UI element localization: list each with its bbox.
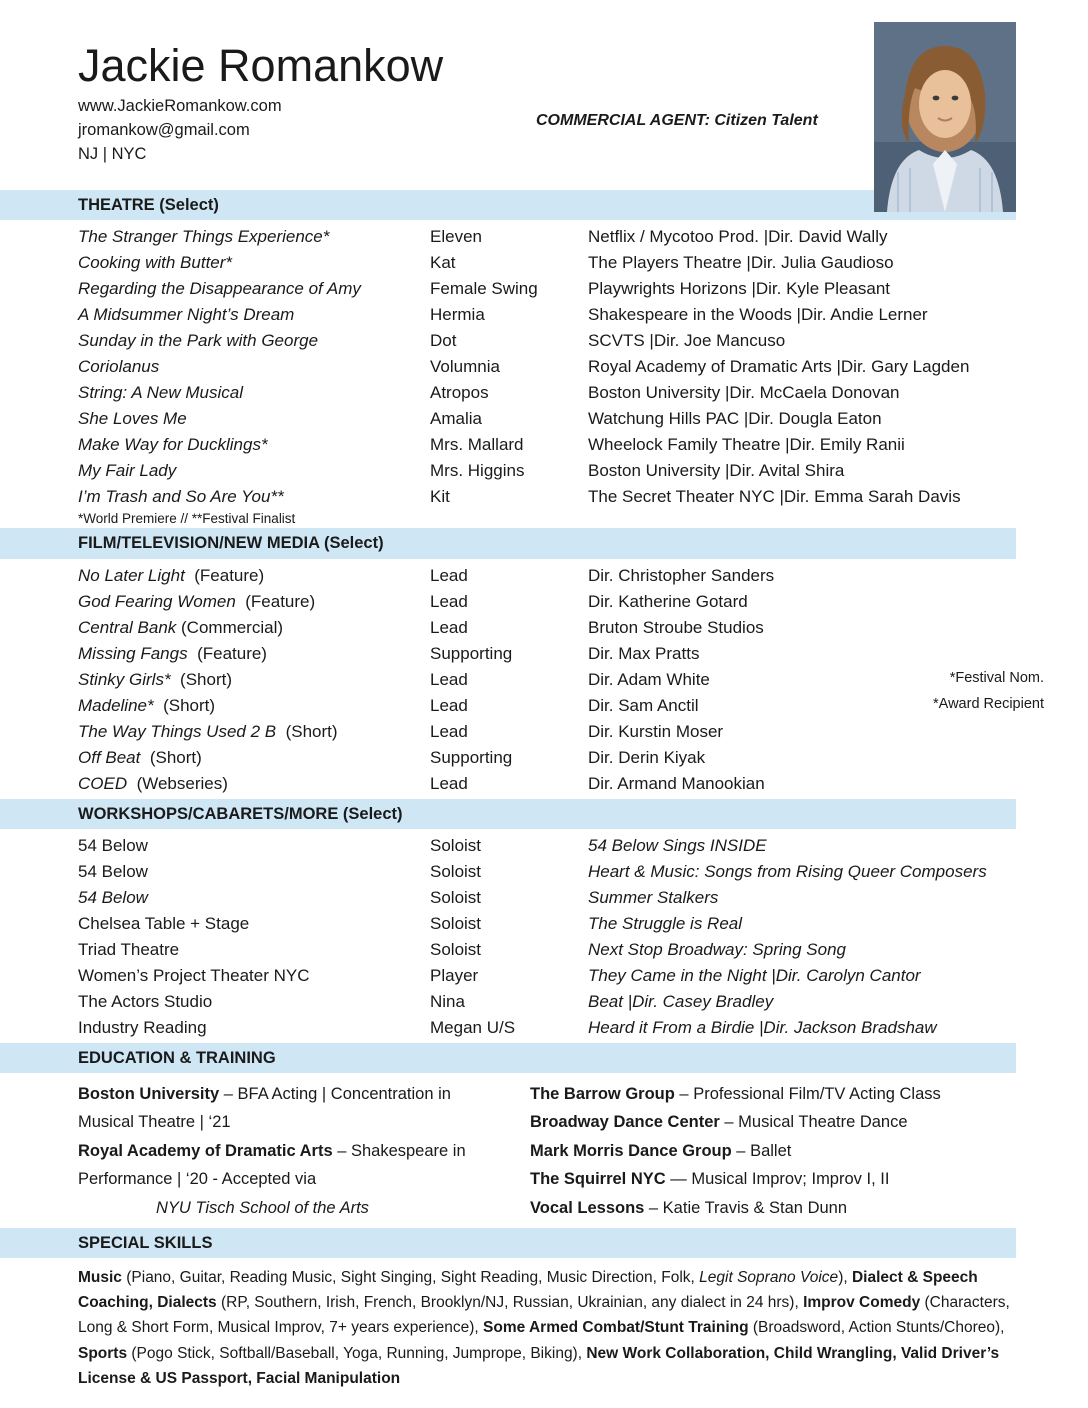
credit-qualifier: (Short) (149, 747, 202, 767)
show-title: Beat |Dir. Casey Bradley (588, 991, 774, 1011)
credit-role: Lead (430, 773, 468, 793)
credit-title: String: A New Musical (78, 383, 244, 403)
show-title: The Struggle is Real (588, 913, 743, 933)
table-row (78, 563, 1016, 589)
table-row (78, 250, 1016, 276)
credit-company: The Players Theatre |Dir. Julia Gaudioso (588, 253, 894, 273)
credit-qualifier: (Feature) (194, 565, 265, 585)
credit-company: Dir. Sam Anctil (588, 695, 699, 715)
credit-role: Volumnia (430, 357, 500, 377)
education-institution: The Squirrel NYC (530, 1170, 666, 1189)
education-right-column (530, 1080, 1016, 1222)
education-institution: Royal Academy of Dramatic Arts (78, 1141, 333, 1160)
credit-title: Make Way for Ducklings* (78, 435, 268, 455)
education-columns (0, 1073, 1088, 1228)
education-institution: Vocal Lessons (530, 1198, 645, 1217)
credit-qualifier: (Feature) (197, 643, 267, 663)
credit-role: Mrs. Mallard (430, 435, 524, 455)
table-row (78, 406, 1016, 432)
table-row (78, 276, 1016, 302)
credit-role: Soloist (430, 861, 482, 881)
credit-title: Stinky Girls* (78, 669, 171, 689)
credit-company: Watchung Hills PAC |Dir. Dougla Eaton (588, 409, 882, 429)
credit-company: Boston University |Dir. Avital Shira (588, 461, 845, 481)
venue: Chelsea Table + Stage (78, 913, 250, 933)
credit-role: Lead (430, 669, 468, 689)
credit-company: Wheelock Family Theatre |Dir. Emily Ranii (588, 435, 905, 455)
section-skills (0, 1228, 1088, 1391)
credit-title: Off Beat (78, 747, 141, 767)
credit-company: Boston University |Dir. McCaela Donovan (588, 383, 900, 403)
education-detail: NYU Tisch School of the Arts (156, 1198, 369, 1217)
credit-company: SCVTS |Dir. Joe Mancuso (588, 331, 786, 351)
education-line (530, 1080, 1016, 1108)
education-detail: Performance | ‘20 - Accepted via (78, 1170, 317, 1189)
table-row (78, 380, 1016, 406)
section-education (0, 1043, 1088, 1228)
credit-role: Eleven (430, 227, 482, 247)
credit-company: Dir. Kurstin Moser (588, 721, 724, 741)
education-detail: – Ballet (731, 1141, 792, 1160)
section-title-education: EDUCATION & TRAINING (0, 1043, 1016, 1073)
credit-note: *Award Recipient (933, 695, 1044, 712)
show-title: Heard it From a Birdie |Dir. Jackson Bradshaw (588, 1017, 937, 1037)
table-row (78, 589, 1016, 615)
venue: Industry Reading (78, 1017, 207, 1037)
credit-role: Mrs. Higgins (430, 461, 525, 481)
credit-company: Shakespeare in the Woods |Dir. Andie Lerner (588, 305, 928, 325)
credit-role: Soloist (430, 913, 482, 933)
credit-title: COED (78, 773, 128, 793)
education-institution: Broadway Dance Center (530, 1113, 720, 1132)
education-detail: — Musical Improv; Improv I, II (665, 1170, 890, 1189)
table-row (78, 745, 1016, 771)
table-row (78, 963, 1016, 989)
resume-header (0, 0, 1088, 190)
credit-title: Madeline* (78, 695, 154, 715)
table-row (78, 833, 1016, 859)
education-detail: Musical Theatre | ‘21 (78, 1113, 231, 1132)
section-title-film: FILM/TELEVISION/NEW MEDIA (Select) (0, 528, 1016, 558)
section-film (0, 528, 1088, 798)
credit-company: Royal Academy of Dramatic Arts |Dir. Gary Lagden (588, 357, 970, 377)
table-row (78, 667, 1044, 693)
credit-title: The Way Things Used 2 B (78, 721, 277, 741)
credit-role: Soloist (430, 939, 482, 959)
credit-company: Playwrights Horizons |Dir. Kyle Pleasant (588, 279, 891, 299)
credit-title: Missing Fangs (78, 643, 188, 663)
education-detail: – Musical Theatre Dance (719, 1113, 908, 1132)
education-detail: – Katie Travis & Stan Dunn (644, 1198, 848, 1217)
table-row (78, 719, 1016, 745)
film-rows (0, 559, 1088, 799)
education-detail: – Professional Film/TV Acting Class (674, 1085, 941, 1104)
credit-role: Hermia (430, 305, 485, 325)
credit-title: God Fearing Women (78, 591, 236, 611)
education-institution: The Barrow Group (530, 1085, 675, 1104)
section-workshops (0, 799, 1088, 1043)
credit-role: Soloist (430, 835, 482, 855)
venue: 54 Below (78, 887, 148, 907)
credit-qualifier: (Short) (163, 695, 216, 715)
credit-role: Kit (430, 487, 450, 507)
section-title-skills: SPECIAL SKILLS (0, 1228, 1016, 1258)
education-line (78, 1194, 530, 1222)
education-line (530, 1194, 1016, 1222)
section-title-workshops: WORKSHOPS/CABARETS/MORE (Select) (0, 799, 1016, 829)
contact-website: www.JackieRomankow.com (78, 97, 282, 116)
credit-role: Supporting (430, 643, 513, 663)
contact-email: jromankow@gmail.com (78, 121, 250, 140)
credit-role: Kat (430, 253, 456, 273)
table-row (78, 693, 1044, 719)
education-detail: – BFA Acting | Concentration in (219, 1085, 451, 1104)
credit-role: Soloist (430, 887, 482, 907)
venue: 54 Below (78, 835, 148, 855)
credit-title: The Stranger Things Experience* (78, 227, 330, 247)
credit-qualifier: (Webseries) (136, 773, 228, 793)
headshot-photo (874, 22, 1016, 212)
credit-role: Lead (430, 565, 468, 585)
education-line (530, 1108, 1016, 1136)
table-row (78, 771, 1016, 797)
table-row (78, 937, 1016, 963)
table-row (78, 615, 1016, 641)
credit-company: Dir. Derin Kiyak (588, 747, 706, 767)
education-line (78, 1165, 530, 1193)
credit-role: Lead (430, 721, 468, 741)
table-row (78, 1015, 1016, 1041)
credit-role: Amalia (430, 409, 482, 429)
venue: Women’s Project Theater NYC (78, 965, 310, 985)
credit-note: *Festival Nom. (949, 669, 1044, 686)
venue: The Actors Studio (78, 991, 213, 1011)
credit-title: Regarding the Disappearance of Amy (78, 279, 361, 299)
table-row (78, 328, 1016, 354)
credit-company: Dir. Christopher Sanders (588, 565, 775, 585)
credit-title: Cooking with Butter* (78, 253, 233, 273)
show-title: 54 Below Sings INSIDE (588, 835, 767, 855)
agent-line: COMMERCIAL AGENT: Citizen Talent (536, 112, 818, 129)
credit-title: Central Bank (78, 617, 177, 637)
table-row (78, 641, 1016, 667)
contact-location: NJ | NYC (78, 145, 147, 164)
venue: 54 Below (78, 861, 148, 881)
education-line (78, 1080, 530, 1108)
education-line (530, 1137, 1016, 1165)
credit-qualifier: (Short) (285, 721, 338, 741)
credit-company: Dir. Katherine Gotard (588, 591, 748, 611)
credit-title: I’m Trash and So Are You** (78, 487, 284, 507)
show-title: Next Stop Broadway: Spring Song (588, 939, 846, 959)
theatre-rows (0, 220, 1088, 528)
credit-company: Dir. Max Pratts (588, 643, 700, 663)
credit-role: Nina (430, 991, 465, 1011)
table-row (78, 302, 1016, 328)
show-title: Summer Stalkers (588, 887, 719, 907)
education-institution: Mark Morris Dance Group (530, 1141, 732, 1160)
credit-title: She Loves Me (78, 409, 187, 429)
credit-company: Netflix / Mycotoo Prod. |Dir. David Wally (588, 227, 888, 247)
table-row (78, 989, 1016, 1015)
credit-title: A Midsummer Night’s Dream (78, 305, 295, 325)
show-title: They Came in the Night |Dir. Carolyn Cantor (588, 965, 921, 985)
credit-role: Dot (430, 331, 457, 351)
credit-role: Supporting (430, 747, 513, 767)
credit-qualifier: (Commercial) (181, 617, 284, 637)
credit-qualifier: (Short) (180, 669, 232, 689)
credit-company: The Secret Theater NYC |Dir. Emma Sarah Davis (588, 487, 961, 507)
table-row (78, 432, 1016, 458)
section-title-theatre: THEATRE (Select) (0, 190, 1016, 220)
credit-role: Lead (430, 591, 468, 611)
education-line (78, 1108, 530, 1136)
credit-role: Player (430, 965, 479, 985)
credit-company: Bruton Stroube Studios (588, 617, 764, 637)
credit-role: Atropos (430, 383, 489, 403)
credit-title: Coriolanus (78, 357, 160, 377)
credit-title: Sunday in the Park with George (78, 331, 319, 351)
education-line (78, 1137, 530, 1165)
education-line (530, 1165, 1016, 1193)
table-row (78, 224, 1016, 250)
education-left-column (78, 1080, 530, 1222)
credit-role: Lead (430, 695, 468, 715)
credit-qualifier: (Feature) (245, 591, 316, 611)
credit-role: Megan U/S (430, 1017, 516, 1037)
credit-title: My Fair Lady (78, 461, 177, 481)
credit-title: No Later Light (78, 565, 185, 585)
credit-role: Lead (430, 617, 468, 637)
credit-company: Dir. Adam White (588, 669, 710, 689)
page-title: Jackie Romankow (78, 40, 444, 91)
education-detail: – Shakespeare in (332, 1141, 466, 1160)
show-title: Heart & Music: Songs from Rising Queer Composers (588, 861, 987, 881)
venue: Triad Theatre (78, 939, 180, 959)
education-institution: Boston University (78, 1085, 220, 1104)
skills-body: Music (Piano, Guitar, Reading Music, Sight Singing, Sight Reading, Music Direction, Folk, Legit Soprano Voice), Dialect & Speech Coaching, Dialects (RP, Southern, Irish, French, Brooklyn/NJ, Russian, Ukrainian, any dialect in 24 hrs), Improv Comedy (Characters, Long & Short Form, Musical Improv, 7+ years experience), Some Armed Combat/Stunt Training (Broadsword, Action Stunts/Choreo), Sports (Pogo Stick, Softball/Baseball, Yoga, Running, Jumprope, Biking), New Work Collaboration, Child Wrangling, Valid Driver’s License & US Passport, Facial Manipulation (78, 1269, 1010, 1387)
table-row (78, 458, 1016, 484)
theatre-footnote: *World Premiere // **Festival Finalist (78, 511, 296, 527)
credit-company: Dir. Armand Manookian (588, 773, 765, 793)
table-row (78, 885, 1016, 911)
table-row (78, 354, 1016, 380)
credit-role: Female Swing (430, 279, 538, 299)
section-theatre (0, 190, 1088, 528)
table-row (78, 484, 1016, 510)
table-row (78, 911, 1016, 937)
table-row (78, 859, 1016, 885)
workshop-rows (0, 829, 1088, 1043)
